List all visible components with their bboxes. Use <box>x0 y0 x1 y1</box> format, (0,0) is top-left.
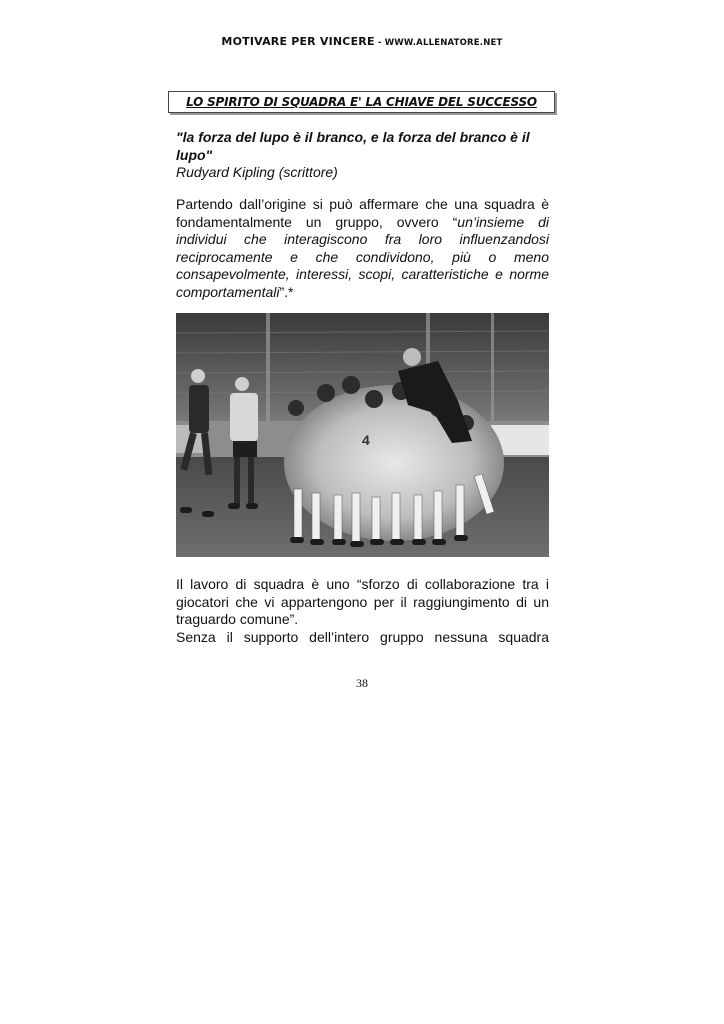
book-title: MOTIVARE PER VINCERE <box>221 35 375 48</box>
paragraph-teamwork-text: Il lavoro di squadra è uno “sforzo di collaborazione tra i giocatori che vi appartengono per il raggiungimento di un traguardo comune”. <box>176 576 549 627</box>
paragraph-outro: ”.* <box>279 283 294 300</box>
paragraph-teamwork <box>176 576 549 646</box>
paragraph-quoted-definition: un’insieme di individui che interagiscono fra loro influenzandosi reciprocamente e che condividono, più o meno consapevolmente, interessi, scopi, caratteristiche e norme comportamentali <box>176 213 549 300</box>
shirt-number: 4 <box>362 432 370 448</box>
quote-text: "la forza del lupo è il branco, e la forza del branco è il lupo" <box>176 129 530 163</box>
page-number: 38 <box>356 676 368 690</box>
header-separator: - <box>374 38 385 48</box>
page-header <box>0 35 724 48</box>
football-team-celebration-photo <box>176 313 549 557</box>
paragraph-definition <box>176 196 549 301</box>
chapter-title: LO SPIRITO DI SQUADRA E' LA CHIAVE DEL SUCCESSO <box>168 91 555 113</box>
quote-author: Rudyard Kipling (scrittore) <box>176 164 338 180</box>
paragraph-intro: Partendo dall’origine si può affermare che una squadra è fondamentalmente un gruppo, ovvero “ <box>176 196 549 230</box>
paragraph-teamwork-last-line: Senza il supporto dell’intero gruppo nessuna squadra <box>176 628 549 645</box>
website-label: WWW.ALLENATORE.NET <box>384 38 503 48</box>
